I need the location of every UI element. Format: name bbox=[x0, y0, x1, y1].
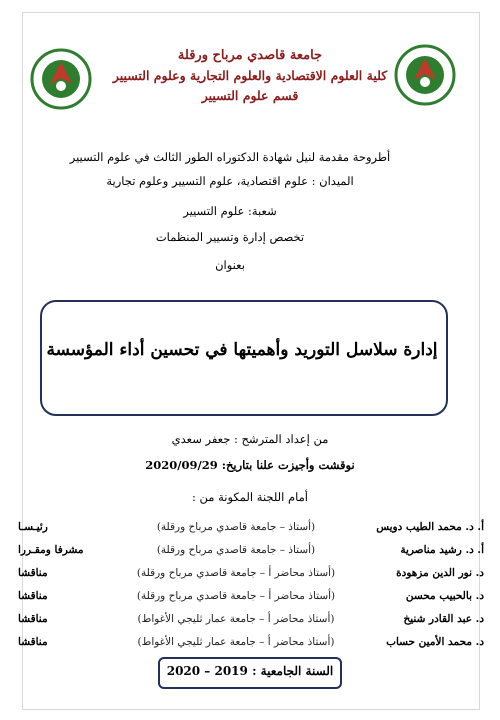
defense-line bbox=[60, 458, 440, 472]
university-logo-right bbox=[394, 44, 456, 106]
jury-member-role: مشرفا ومقـررا bbox=[18, 543, 84, 556]
jury-member-affiliation: (أستاذ محاضر أ – جامعة عمار ثليجي الأغواط) bbox=[137, 612, 335, 625]
jury-member-affiliation: (أستاذ محاضر أ – جامعة عمار ثليجي الأغواط) bbox=[137, 635, 335, 648]
title-intro: بعنوان bbox=[215, 258, 245, 272]
jury-member-affiliation: (أستاذ – جامعة قاصدي مرباح ورقلة) bbox=[156, 543, 316, 556]
jury-member-role: رئيـسـا bbox=[18, 520, 48, 533]
academic-year: السنة الجامعية : 2019 – 2020 bbox=[166, 664, 334, 678]
faculty-name: كلية العلوم الاقتصادية والعلوم التجارية وعلوم التسيير bbox=[112, 68, 388, 83]
jury-row bbox=[18, 561, 484, 584]
degree-statement: أطروحة مقدمة لنيل شهادة الدكتوراه الطور الثالث في علوم التسيير bbox=[69, 150, 391, 164]
jury-member-name: د. نور الدين مزهودة bbox=[396, 566, 484, 579]
jury-row bbox=[18, 630, 484, 653]
jury-member-name: د. محمد الأمين حساب bbox=[386, 635, 484, 648]
jury-row bbox=[18, 515, 484, 538]
jury-table bbox=[18, 515, 484, 653]
thesis-title: إدارة سلاسل التوريد وأهميتها في تحسين أداء المؤسسة bbox=[46, 340, 438, 360]
committee-intro: أمام اللجنة المكونة من : bbox=[192, 490, 308, 504]
jury-member-role: مناقشا bbox=[18, 589, 48, 602]
jury-member-name: أ. د. رشيد مناصرية bbox=[400, 543, 484, 556]
jury-row bbox=[18, 584, 484, 607]
branch-line: شعبة: علوم التسيير bbox=[183, 204, 277, 218]
specialty-line: تخصص إدارة وتسيير المنظمات bbox=[155, 230, 305, 244]
defense-date: 2020/09/29 bbox=[145, 458, 218, 472]
jury-member-role: مناقشا bbox=[18, 635, 48, 648]
candidate-line: من إعداد المترشح : جعفر سعدي bbox=[171, 432, 329, 446]
university-logo-left bbox=[30, 48, 92, 110]
university-name: جامعة قاصدي مرباح ورقلة bbox=[177, 48, 323, 63]
field-line: الميدان : علوم اقتصادية، علوم التسيير وعلوم تجارية bbox=[106, 174, 354, 188]
department-name: قسم علوم التسيير bbox=[201, 88, 299, 103]
jury-member-role: مناقشا bbox=[18, 612, 48, 625]
jury-member-role: مناقشا bbox=[18, 566, 48, 579]
jury-member-name: د. بالحبيب محسن bbox=[405, 589, 484, 602]
jury-member-affiliation: (أستاذ – جامعة قاصدي مرباح ورقلة) bbox=[156, 520, 316, 533]
jury-row bbox=[18, 538, 484, 561]
jury-member-affiliation: (أستاذ محاضر أ – جامعة قاصدي مرباح ورقلة) bbox=[136, 566, 336, 579]
jury-member-name: أ. د. محمد الطيب دويس bbox=[376, 520, 484, 533]
jury-row bbox=[18, 607, 484, 630]
jury-member-name: د. عبد القادر شنيخ bbox=[403, 612, 484, 625]
defense-label: نوقشت وأجيزت علنا بتاريخ: bbox=[221, 458, 355, 472]
jury-member-affiliation: (أستاذ محاضر أ – جامعة قاصدي مرباح ورقلة) bbox=[136, 589, 336, 602]
